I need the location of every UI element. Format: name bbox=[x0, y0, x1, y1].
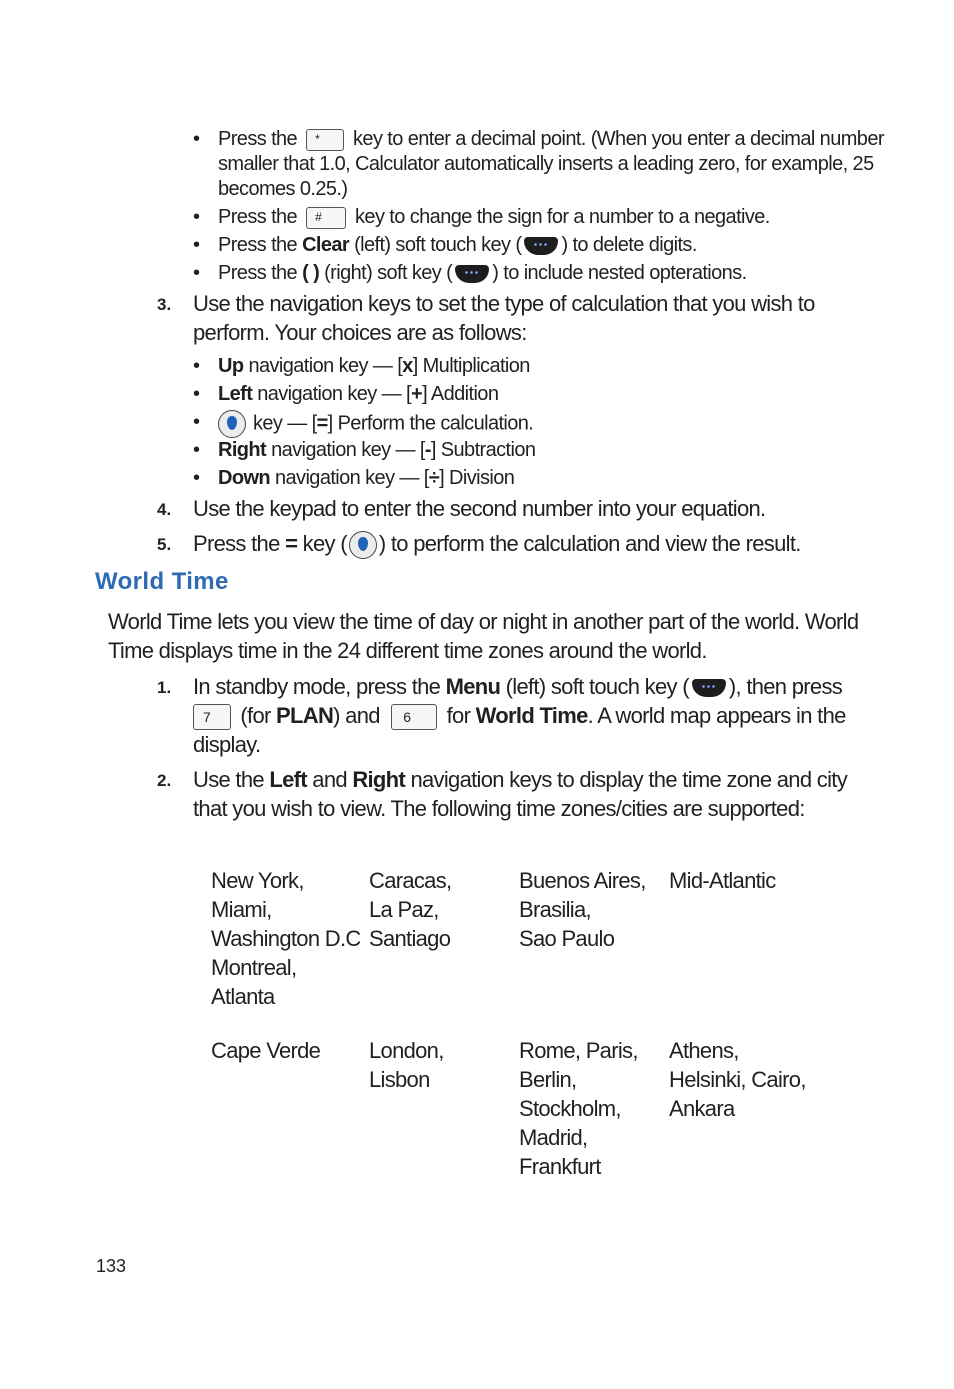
table-cell-line: Atlanta bbox=[211, 984, 275, 1009]
step-text: Use the keypad to enter the second number into your equation. bbox=[193, 496, 766, 521]
step-text: In standby mode, press the bbox=[193, 674, 441, 699]
table-cell-line: Cape Verde bbox=[211, 1038, 321, 1063]
step-text-line bbox=[193, 674, 842, 700]
menu-label: Menu bbox=[445, 674, 501, 699]
table-cell-line: Frankfurt bbox=[519, 1154, 601, 1179]
table-cell-line: Washington D.C bbox=[211, 926, 361, 951]
step-number: 2. bbox=[157, 771, 172, 790]
bullet-text: ) to include nested opterations. bbox=[492, 262, 747, 284]
table-cell-line: Ankara bbox=[669, 1096, 735, 1121]
step-text: ), then press bbox=[728, 674, 843, 699]
table-cell-line: Buenos Aires, bbox=[519, 868, 646, 893]
ok-key-icon bbox=[218, 410, 246, 438]
bullet-text: ] Addition bbox=[422, 383, 499, 405]
nav-up bbox=[218, 354, 530, 378]
bullet-text: key to change the sign for a number to a negative. bbox=[355, 206, 770, 228]
nav-key-name: Right bbox=[218, 439, 267, 461]
step-text: Press the bbox=[193, 531, 280, 556]
step-text: ) to perform the calculation and view the result. bbox=[378, 531, 801, 556]
step-number: 5. bbox=[157, 535, 172, 554]
operator-symbol: ÷ bbox=[428, 467, 440, 489]
step-text: . A world map appears in the bbox=[587, 703, 846, 728]
bullet-dot: • bbox=[193, 234, 201, 256]
table-cell-line: Caracas, bbox=[369, 868, 452, 893]
table-cell-line: Athens, bbox=[669, 1038, 739, 1063]
intro-text: World Time lets you view the time of day or night in another part of the world. World bbox=[108, 609, 859, 634]
step-number: 4. bbox=[157, 500, 172, 519]
operator-symbol: = bbox=[316, 412, 328, 435]
bullet-text: navigation key — [ bbox=[257, 383, 411, 405]
bullet-text: ) to delete digits. bbox=[561, 234, 697, 256]
table-cell-line: New York, bbox=[211, 868, 304, 893]
seven-key-icon: 7 bbox=[193, 704, 231, 730]
bullet-clear bbox=[218, 233, 697, 257]
bullet-text: Press the bbox=[218, 128, 298, 150]
step-text: that you wish to view. The following time zones/cities are supported: bbox=[193, 796, 805, 821]
bullet-text: navigation key — [ bbox=[271, 439, 425, 461]
nav-key-name: Up bbox=[218, 355, 244, 377]
table-cell-line: Berlin, bbox=[519, 1067, 577, 1092]
step-text: Use the navigation keys to set the type of calculation that you wish to bbox=[193, 291, 815, 316]
bullet-text: ] Multiplication bbox=[412, 355, 530, 377]
nav-key-name: Down bbox=[218, 467, 271, 489]
step-text: (for bbox=[240, 703, 271, 728]
table-cell-line: Mid-Atlantic bbox=[669, 868, 776, 893]
bullet-text: ] Subtraction bbox=[430, 439, 536, 461]
bullet-text: Press the bbox=[218, 262, 298, 284]
nav-right bbox=[218, 438, 535, 462]
bullet-text: navigation key — [ bbox=[275, 467, 429, 489]
table-cell-line: Madrid, bbox=[519, 1125, 588, 1150]
parens-label: ( ) bbox=[302, 262, 320, 284]
nav-left bbox=[218, 382, 498, 406]
nav-key-name: Left bbox=[218, 383, 253, 405]
step-text-line bbox=[193, 703, 846, 730]
bullet-text: navigation key — [ bbox=[248, 355, 403, 377]
bullet-parens bbox=[218, 261, 747, 285]
plan-label: PLAN bbox=[276, 703, 334, 728]
bullet-dot: • bbox=[193, 467, 201, 489]
table-cell-line: Rome, Paris, bbox=[519, 1038, 638, 1063]
step-text: key ( bbox=[302, 531, 347, 556]
left-soft-key-icon bbox=[692, 679, 726, 697]
step-number: 3. bbox=[157, 295, 172, 314]
bullet-text: becomes 0.25.) bbox=[218, 178, 348, 200]
bullet-text: Press the bbox=[218, 206, 298, 228]
step-text: navigation keys to display the time zone and city bbox=[410, 767, 847, 792]
bullet-dot: • bbox=[193, 383, 201, 405]
equals-label: = bbox=[285, 531, 298, 556]
operator-symbol: + bbox=[410, 383, 423, 405]
step-text: for bbox=[446, 703, 471, 728]
bullet-dot: • bbox=[193, 206, 201, 228]
table-cell-line: Lisbon bbox=[369, 1067, 430, 1092]
step-number: 1. bbox=[157, 678, 172, 697]
bullet-text: key to enter a decimal point. (When you enter a decimal number bbox=[353, 128, 884, 150]
table-cell-line: Santiago bbox=[369, 926, 451, 951]
bullet-text: (left) soft touch key ( bbox=[354, 234, 522, 256]
nav-ok bbox=[216, 410, 533, 438]
page-number: 133 bbox=[96, 1256, 127, 1276]
section-heading: World Time bbox=[95, 568, 229, 595]
left-soft-key-icon bbox=[524, 237, 558, 255]
hash-key-icon: # bbox=[306, 207, 346, 229]
bullet-text: Press the bbox=[218, 234, 298, 256]
step-text: display. bbox=[193, 732, 261, 757]
step-text: ) and bbox=[333, 703, 380, 728]
step-text: and bbox=[312, 767, 347, 792]
step-text: perform. Your choices are as follows: bbox=[193, 320, 527, 345]
bullet-text: (right) soft key ( bbox=[324, 262, 453, 284]
bullet-dot: • bbox=[193, 355, 201, 377]
operator-symbol: - bbox=[424, 439, 431, 461]
table-cell-line: Montreal, bbox=[211, 955, 297, 980]
bullet-text: ] Perform the calculation. bbox=[327, 412, 534, 435]
right-soft-key-icon bbox=[455, 265, 489, 283]
ok-key-icon bbox=[349, 531, 377, 559]
bullet-dot: • bbox=[193, 262, 201, 284]
right-label: Right bbox=[352, 767, 406, 792]
bullet-sign bbox=[218, 205, 770, 229]
bullet-text: key — [ bbox=[252, 412, 317, 435]
bullet-dot: • bbox=[193, 128, 201, 150]
table-cell-line: Brasilia, bbox=[519, 897, 591, 922]
operator-symbol: x bbox=[402, 355, 413, 377]
table-cell-line: Helsinki, Cairo, bbox=[669, 1067, 806, 1092]
step-text: (left) soft touch key ( bbox=[505, 674, 689, 699]
table-cell-line: La Paz, bbox=[369, 897, 439, 922]
step-5-text bbox=[193, 531, 801, 559]
nav-down bbox=[218, 466, 514, 490]
intro-text: Time displays time in the 24 different time zones around the world. bbox=[108, 638, 707, 663]
bullet-text: smaller that 1.0, Calculator automatically inserts a leading zero, for example, 25 bbox=[218, 153, 874, 175]
table-cell-line: Stockholm, bbox=[519, 1096, 621, 1121]
bullet-text: ] Division bbox=[439, 467, 515, 489]
table-cell-line: London, bbox=[369, 1038, 444, 1063]
step-text: Use the bbox=[193, 767, 264, 792]
bullet-dot: • bbox=[193, 411, 201, 433]
step-text-line bbox=[193, 767, 847, 793]
left-label: Left bbox=[269, 767, 307, 792]
six-key-icon: 6 bbox=[391, 704, 437, 730]
world-time-label: World Time bbox=[475, 703, 588, 728]
star-key-icon: * bbox=[306, 129, 344, 151]
table-cell-line: Sao Paulo bbox=[519, 926, 615, 951]
bullet-decimal bbox=[218, 127, 884, 151]
clear-label: Clear bbox=[302, 234, 350, 256]
table-cell-line: Miami, bbox=[211, 897, 272, 922]
bullet-dot: • bbox=[193, 439, 201, 461]
